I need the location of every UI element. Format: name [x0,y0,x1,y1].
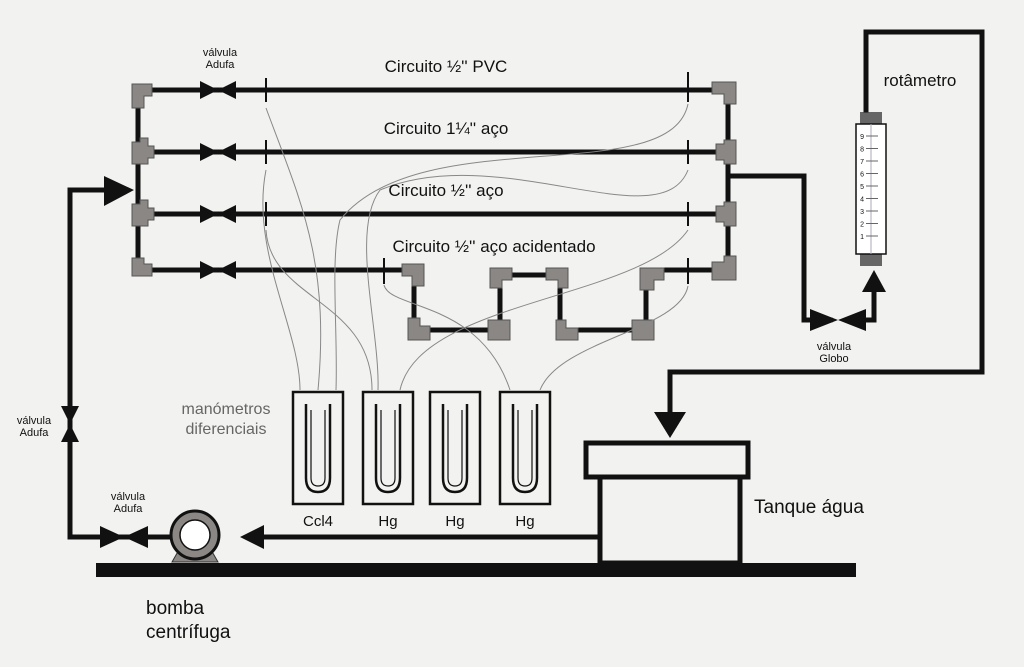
manifold-inlet-arrow [104,176,134,206]
rotameter-label: rotâmetro [883,71,957,90]
manometer-fluid-label: Hg [378,513,398,530]
manometers-label-line1: manómetros [181,401,271,418]
rotameter-scale-mark: 1 [860,234,864,241]
rotameter-scale-mark: 4 [860,196,864,204]
centrifugal-pump [171,511,219,562]
valve-top-label-line1: válvula [202,47,238,59]
rotameter-scale-mark: 6 [860,171,864,179]
manometer [430,392,480,530]
valve-top-label-line2: Adufa [205,59,235,71]
valve-bottom-label-line1: válvula [110,491,146,503]
pump-label-line2: centrífuga [146,622,231,643]
tank-label: Tanque água [754,497,864,518]
circuit-inlet-valves[interactable] [200,81,236,279]
rotameter-scale-mark: 8 [860,146,864,154]
manometer [363,392,413,530]
rotameter-scale-mark: 9 [860,134,864,141]
manometer [293,392,343,530]
outlet-pipe [730,176,830,320]
rotameter-inlet-pipe [866,290,874,320]
manometer-fluid-label: Hg [515,513,535,530]
pump-suction-arrow [240,525,264,549]
manometers-label-line2: diferenciais [185,421,267,438]
rotameter-scale-mark: 3 [860,209,864,216]
water-tank [586,443,748,563]
valve-bottom-label-line2: Adufa [113,503,143,515]
circuit-pvc-label: Circuito ½'' PVC [384,57,508,76]
rotameter-scale-mark: 5 [860,184,864,191]
globe-valve-label-line2: Globo [819,353,849,365]
differential-manometers [293,392,550,530]
circuit-1-1-4-steel-label: Circuito 1¼'' aço [383,119,509,138]
discharge-pipe [70,190,170,537]
rotameter-scale-mark: 2 [860,221,864,229]
valve-left-label-line1: válvula [16,415,52,427]
pump-valve-symbol[interactable] [100,526,148,548]
tank-inlet-arrow [654,412,686,438]
circuit-rugged-label: Circuito ½'' aço acidentado [392,237,596,256]
pump-label-line1: bomba [146,598,205,619]
rotameter-inlet-arrow [862,270,886,292]
globe-valve-label-line1: válvula [816,341,852,353]
rotameter-scale-mark: 7 [860,159,864,166]
vertical-valve-symbol[interactable] [61,406,79,442]
globe-valve-symbol[interactable] [810,309,866,331]
manometer [500,392,550,530]
valve-left-label-line2: Adufa [19,427,49,439]
manometer-fluid-label: Ccl4 [302,513,334,530]
circuit-1-2-steel-label: Circuito ½'' aço [388,181,504,200]
manometer-fluid-label: Hg [445,513,465,530]
